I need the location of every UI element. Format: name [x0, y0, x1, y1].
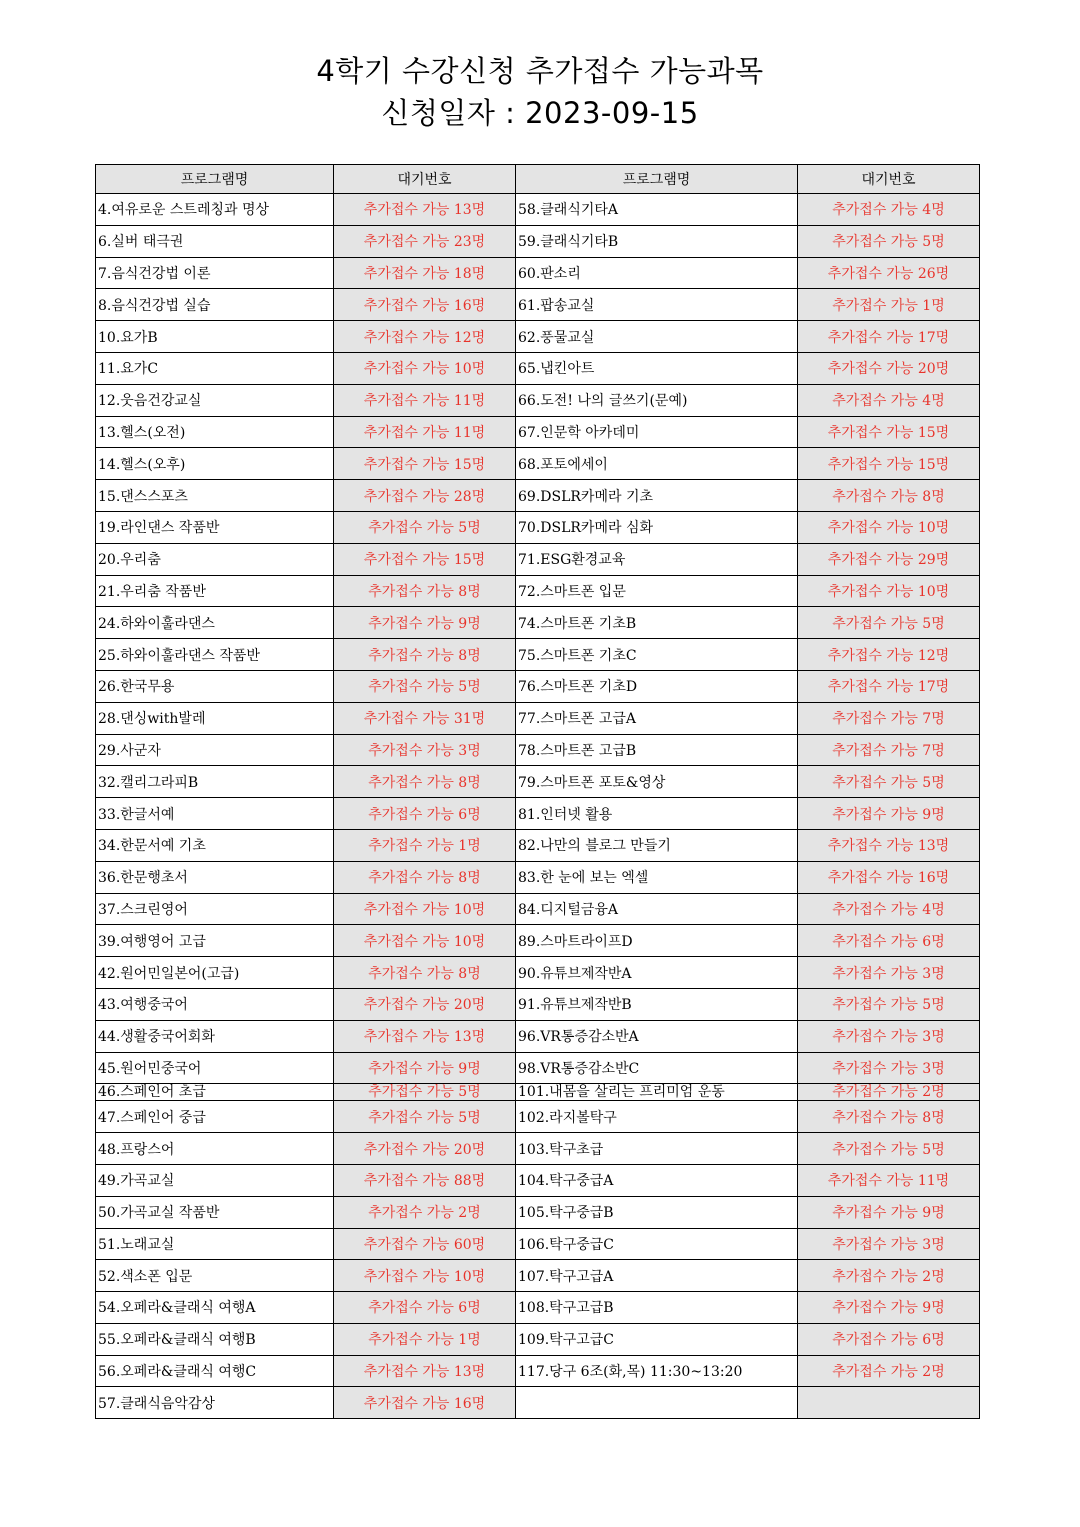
waitlist-status-right: 추가접수 가능 6명	[798, 925, 980, 957]
program-name-right: 69.DSLR카메라 기초	[516, 480, 798, 512]
program-name-right: 96.VR통증감소반A	[516, 1020, 798, 1052]
table-row	[96, 321, 980, 353]
table-row	[96, 1228, 980, 1260]
program-name-left: 29.사군자	[96, 734, 334, 766]
waitlist-status-right: 추가접수 가능 2명	[798, 1260, 980, 1292]
table-row	[96, 575, 980, 607]
waitlist-status-left: 추가접수 가능 18명	[334, 257, 516, 289]
program-name-left: 46.스페인어 초급	[96, 1084, 334, 1101]
program-name-left: 4.여유로운 스트레칭과 명상	[96, 194, 334, 226]
table-row	[96, 416, 980, 448]
waitlist-status-left: 추가접수 가능 88명	[334, 1164, 516, 1196]
table-row	[96, 925, 980, 957]
program-name-right: 105.탁구중급B	[516, 1196, 798, 1228]
table-row	[96, 1164, 980, 1196]
waitlist-status-left: 추가접수 가능 2명	[334, 1196, 516, 1228]
program-name-right: 71.ESG환경교육	[516, 543, 798, 575]
waitlist-status-left: 추가접수 가능 10명	[334, 893, 516, 925]
waitlist-status-right: 추가접수 가능 5명	[798, 766, 980, 798]
table-row	[96, 1020, 980, 1052]
table-row	[96, 225, 980, 257]
waitlist-status-right: 추가접수 가능 8명	[798, 480, 980, 512]
waitlist-status-left: 추가접수 가능 10명	[334, 925, 516, 957]
program-name-right: 108.탁구고급B	[516, 1292, 798, 1324]
waitlist-status-right: 추가접수 가능 7명	[798, 734, 980, 766]
table-row	[96, 829, 980, 861]
program-name-left: 24.하와이훌라댄스	[96, 607, 334, 639]
waitlist-status-right: 추가접수 가능 2명	[798, 1355, 980, 1387]
table-row	[96, 1196, 980, 1228]
table-row	[96, 766, 980, 798]
table-row	[96, 257, 980, 289]
table-row	[96, 861, 980, 893]
program-name-right: 98.VR통증감소반C	[516, 1052, 798, 1084]
program-name-right: 84.디지털금융A	[516, 893, 798, 925]
waitlist-status-right: 추가접수 가능 9명	[798, 798, 980, 830]
program-name-right	[516, 1387, 798, 1419]
program-name-right: 102.라지볼탁구	[516, 1101, 798, 1133]
waitlist-status-left: 추가접수 가능 31명	[334, 702, 516, 734]
waitlist-status-right: 추가접수 가능 3명	[798, 1020, 980, 1052]
program-name-right: 74.스마트폰 기초B	[516, 607, 798, 639]
waitlist-status-right: 추가접수 가능 6명	[798, 1323, 980, 1355]
column-header-program: 프로그램명	[96, 165, 334, 194]
program-name-right: 103.탁구초급	[516, 1133, 798, 1165]
waitlist-status-right: 추가접수 가능 16명	[798, 861, 980, 893]
waitlist-status-left: 추가접수 가능 8명	[334, 575, 516, 607]
waitlist-status-left: 추가접수 가능 20명	[334, 1133, 516, 1165]
waitlist-status-right: 추가접수 가능 4명	[798, 194, 980, 226]
waitlist-status-left: 추가접수 가능 6명	[334, 1292, 516, 1324]
program-name-left: 32.캘리그라피B	[96, 766, 334, 798]
table-row	[96, 957, 980, 989]
program-name-left: 7.음식건강법 이론	[96, 257, 334, 289]
program-name-right: 66.도전! 나의 글쓰기(문예)	[516, 384, 798, 416]
table-row	[96, 607, 980, 639]
table-row	[96, 1052, 980, 1084]
program-name-left: 55.오페라&클래식 여행B	[96, 1323, 334, 1355]
waitlist-status-right: 추가접수 가능 5명	[798, 988, 980, 1020]
program-name-left: 20.우리춤	[96, 543, 334, 575]
waitlist-status-right: 추가접수 가능 15명	[798, 416, 980, 448]
waitlist-status-right: 추가접수 가능 3명	[798, 957, 980, 989]
column-header-waitlist: 대기번호	[334, 165, 516, 194]
waitlist-status-left: 추가접수 가능 11명	[334, 384, 516, 416]
program-name-left: 52.색소폰 입문	[96, 1260, 334, 1292]
program-name-right: 109.탁구고급C	[516, 1323, 798, 1355]
table-row	[96, 1101, 980, 1133]
waitlist-status-left: 추가접수 가능 60명	[334, 1228, 516, 1260]
waitlist-status-left: 추가접수 가능 16명	[334, 1387, 516, 1419]
waitlist-status-right: 추가접수 가능 5명	[798, 607, 980, 639]
table-row	[96, 480, 980, 512]
table-row	[96, 511, 980, 543]
program-name-left: 26.한국무용	[96, 670, 334, 702]
program-name-left: 36.한문행초서	[96, 861, 334, 893]
program-name-left: 50.가곡교실 작품반	[96, 1196, 334, 1228]
waitlist-status-left: 추가접수 가능 23명	[334, 225, 516, 257]
program-name-left: 11.요가C	[96, 352, 334, 384]
table-row	[96, 1292, 980, 1324]
program-name-right: 83.한 눈에 보는 엑셀	[516, 861, 798, 893]
program-name-right: 62.풍물교실	[516, 321, 798, 353]
program-name-right: 59.클래식기타B	[516, 225, 798, 257]
waitlist-status-left: 추가접수 가능 28명	[334, 480, 516, 512]
program-name-right: 77.스마트폰 고급A	[516, 702, 798, 734]
waitlist-status-left: 추가접수 가능 5명	[334, 511, 516, 543]
table-row	[96, 384, 980, 416]
waitlist-status-left: 추가접수 가능 13명	[334, 1355, 516, 1387]
program-name-left: 13.헬스(오전)	[96, 416, 334, 448]
program-name-right: 76.스마트폰 기초D	[516, 670, 798, 702]
waitlist-status-left: 추가접수 가능 15명	[334, 543, 516, 575]
table-row	[96, 1133, 980, 1165]
table-row	[96, 1323, 980, 1355]
table-row	[96, 289, 980, 321]
waitlist-status-right: 추가접수 가능 7명	[798, 702, 980, 734]
table-row	[96, 448, 980, 480]
program-name-right: 65.냅킨아트	[516, 352, 798, 384]
program-name-right: 106.탁구중급C	[516, 1228, 798, 1260]
program-name-right: 117.당구 6조(화,목) 11:30~13:20	[516, 1355, 798, 1387]
program-name-left: 37.스크린영어	[96, 893, 334, 925]
program-name-right: 60.판소리	[516, 257, 798, 289]
table-row	[96, 639, 980, 671]
waitlist-status-left: 추가접수 가능 8명	[334, 861, 516, 893]
program-name-left: 33.한글서예	[96, 798, 334, 830]
program-name-right: 91.유튜브제작반B	[516, 988, 798, 1020]
waitlist-status-left: 추가접수 가능 3명	[334, 734, 516, 766]
program-name-left: 49.가곡교실	[96, 1164, 334, 1196]
waitlist-status-right: 추가접수 가능 17명	[798, 321, 980, 353]
program-name-right: 75.스마트폰 기초C	[516, 639, 798, 671]
program-name-left: 47.스페인어 중급	[96, 1101, 334, 1133]
program-name-right: 58.클래식기타A	[516, 194, 798, 226]
waitlist-status-left: 추가접수 가능 8명	[334, 957, 516, 989]
table-row	[96, 988, 980, 1020]
table-row	[96, 543, 980, 575]
waitlist-status-right: 추가접수 가능 10명	[798, 511, 980, 543]
program-name-left: 57.클래식음악감상	[96, 1387, 334, 1419]
program-name-right: 79.스마트폰 포토&영상	[516, 766, 798, 798]
program-name-left: 56.오페라&클래식 여행C	[96, 1355, 334, 1387]
waitlist-status-left: 추가접수 가능 10명	[334, 1260, 516, 1292]
table-header-row	[96, 165, 980, 194]
waitlist-status-right: 추가접수 가능 3명	[798, 1228, 980, 1260]
program-name-left: 12.웃음건강교실	[96, 384, 334, 416]
table-row	[96, 1355, 980, 1387]
table-row	[96, 702, 980, 734]
program-name-left: 19.라인댄스 작품반	[96, 511, 334, 543]
program-name-right: 101.내몸을 살리는 프리미엄 운동	[516, 1084, 798, 1101]
program-name-left: 15.댄스스포츠	[96, 480, 334, 512]
waitlist-status-right: 추가접수 가능 13명	[798, 829, 980, 861]
program-name-left: 39.여행영어 고급	[96, 925, 334, 957]
waitlist-status-left: 추가접수 가능 1명	[334, 829, 516, 861]
program-name-right: 70.DSLR카메라 심화	[516, 511, 798, 543]
waitlist-status-left: 추가접수 가능 9명	[334, 1052, 516, 1084]
waitlist-status-right: 추가접수 가능 9명	[798, 1292, 980, 1324]
waitlist-status-left: 추가접수 가능 10명	[334, 352, 516, 384]
waitlist-status-left: 추가접수 가능 1명	[334, 1323, 516, 1355]
waitlist-status-right: 추가접수 가능 1명	[798, 289, 980, 321]
waitlist-status-right: 추가접수 가능 20명	[798, 352, 980, 384]
waitlist-status-right: 추가접수 가능 11명	[798, 1164, 980, 1196]
waitlist-status-right: 추가접수 가능 3명	[798, 1052, 980, 1084]
table-row	[96, 734, 980, 766]
waitlist-status-left: 추가접수 가능 13명	[334, 1020, 516, 1052]
waitlist-status-left: 추가접수 가능 5명	[334, 1101, 516, 1133]
waitlist-status-right: 추가접수 가능 12명	[798, 639, 980, 671]
table-row	[96, 1387, 980, 1419]
column-header-waitlist: 대기번호	[798, 165, 980, 194]
program-name-right: 104.탁구중급A	[516, 1164, 798, 1196]
waitlist-status-left: 추가접수 가능 11명	[334, 416, 516, 448]
program-name-left: 21.우리춤 작품반	[96, 575, 334, 607]
program-name-left: 48.프랑스어	[96, 1133, 334, 1165]
waitlist-status-left: 추가접수 가능 8명	[334, 766, 516, 798]
waitlist-status-right: 추가접수 가능 5명	[798, 1133, 980, 1165]
program-name-right: 81.인터넷 활용	[516, 798, 798, 830]
program-name-left: 10.요가B	[96, 321, 334, 353]
waitlist-status-left: 추가접수 가능 12명	[334, 321, 516, 353]
program-name-left: 42.원어민일본어(고급)	[96, 957, 334, 989]
waitlist-status-right: 추가접수 가능 2명	[798, 1084, 980, 1101]
waitlist-status-right: 추가접수 가능 9명	[798, 1196, 980, 1228]
table-row	[96, 1084, 980, 1101]
program-name-right: 68.포토에세이	[516, 448, 798, 480]
program-name-left: 25.하와이훌라댄스 작품반	[96, 639, 334, 671]
waitlist-status-right: 추가접수 가능 17명	[798, 670, 980, 702]
program-name-left: 28.댄싱with발레	[96, 702, 334, 734]
column-header-program: 프로그램명	[516, 165, 798, 194]
waitlist-status-right: 추가접수 가능 10명	[798, 575, 980, 607]
waitlist-status-left: 추가접수 가능 16명	[334, 289, 516, 321]
waitlist-status-left: 추가접수 가능 13명	[334, 194, 516, 226]
waitlist-status-right	[798, 1387, 980, 1419]
waitlist-status-right: 추가접수 가능 29명	[798, 543, 980, 575]
program-name-left: 45.원어민중국어	[96, 1052, 334, 1084]
program-name-right: 82.나만의 블로그 만들기	[516, 829, 798, 861]
program-name-left: 8.음식건강법 실습	[96, 289, 334, 321]
waitlist-status-right: 추가접수 가능 26명	[798, 257, 980, 289]
program-name-left: 44.생활중국어회화	[96, 1020, 334, 1052]
program-name-right: 72.스마트폰 입문	[516, 575, 798, 607]
course-table	[95, 164, 980, 1419]
program-name-left: 6.실버 태극권	[96, 225, 334, 257]
waitlist-status-right: 추가접수 가능 15명	[798, 448, 980, 480]
waitlist-status-left: 추가접수 가능 9명	[334, 607, 516, 639]
program-name-right: 89.스마트라이프D	[516, 925, 798, 957]
waitlist-status-right: 추가접수 가능 5명	[798, 225, 980, 257]
program-name-right: 107.탁구고급A	[516, 1260, 798, 1292]
waitlist-status-left: 추가접수 가능 6명	[334, 798, 516, 830]
program-name-left: 43.여행중국어	[96, 988, 334, 1020]
program-name-left: 14.헬스(오후)	[96, 448, 334, 480]
waitlist-status-left: 추가접수 가능 8명	[334, 639, 516, 671]
program-name-left: 54.오페라&클래식 여행A	[96, 1292, 334, 1324]
table-row	[96, 670, 980, 702]
waitlist-status-left: 추가접수 가능 20명	[334, 988, 516, 1020]
table-row	[96, 352, 980, 384]
waitlist-status-right: 추가접수 가능 4명	[798, 384, 980, 416]
waitlist-status-left: 추가접수 가능 15명	[334, 448, 516, 480]
program-name-right: 61.팝송교실	[516, 289, 798, 321]
waitlist-status-right: 추가접수 가능 8명	[798, 1101, 980, 1133]
page-subtitle: 신청일자 : 2023-09-15	[381, 96, 699, 130]
table-row	[96, 798, 980, 830]
table-row	[96, 893, 980, 925]
program-name-right: 67.인문학 아카데미	[516, 416, 798, 448]
program-name-right: 90.유튜브제작반A	[516, 957, 798, 989]
page-title: 4학기 수강신청 추가접수 가능과목	[316, 54, 764, 88]
waitlist-status-right: 추가접수 가능 4명	[798, 893, 980, 925]
waitlist-status-left: 추가접수 가능 5명	[334, 1084, 516, 1101]
program-name-left: 34.한문서예 기초	[96, 829, 334, 861]
waitlist-status-left: 추가접수 가능 5명	[334, 670, 516, 702]
program-name-right: 78.스마트폰 고급B	[516, 734, 798, 766]
program-name-left: 51.노래교실	[96, 1228, 334, 1260]
table-row	[96, 194, 980, 226]
table-row	[96, 1260, 980, 1292]
